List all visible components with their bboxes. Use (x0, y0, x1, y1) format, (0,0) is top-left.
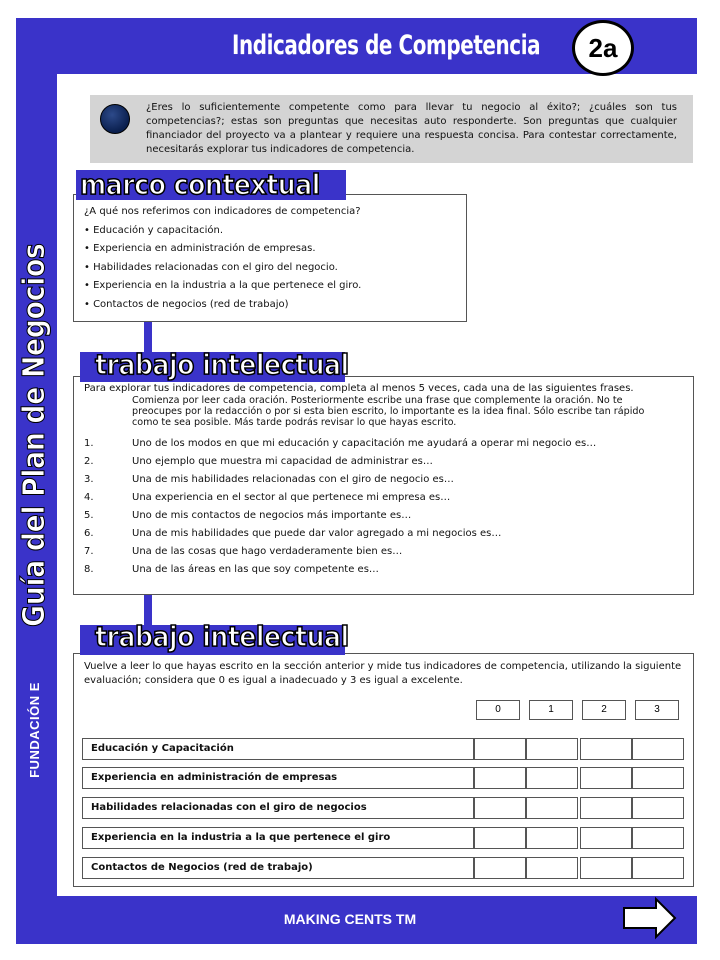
section-badge (572, 20, 634, 76)
rating-cell[interactable] (474, 767, 526, 789)
marco-contextual-title: marco contextual (80, 168, 320, 201)
rating-cell[interactable] (632, 797, 684, 819)
rating-cell[interactable] (632, 738, 684, 760)
section-badge-label: 2a (588, 33, 618, 63)
rating-cell[interactable] (632, 767, 684, 789)
rating-cell[interactable] (474, 797, 526, 819)
rating-cell[interactable] (580, 767, 632, 789)
side-title: Guía del Plan de Negocios (17, 243, 52, 627)
list-item: 2. Uno ejemplo que muestra mi capacidad de administrar es… (84, 456, 433, 467)
criterion-label: Experiencia en la industria a la que pertenece el giro (82, 827, 474, 849)
marco-item: • Educación y capacitación. (84, 224, 224, 236)
rating-cell[interactable] (474, 738, 526, 760)
list-item: 1. Uno de los modos en que mi educación y capacitación me ayudará a operar mi negocio es… (84, 438, 597, 449)
trabajo-intelectual-title-1: trabajo intelectual (95, 348, 349, 381)
intro-text: ¿Eres lo suficientemente competente como para llevar tu negocio al éxito?; ¿cuáles son tus competencias?; estas son preguntas que necesitas auto responderte. Son preguntas que cualquier financiador del proyecto va a plantear y requiere una respuesta concisa. Para contestar correctamente, necesitarás explorar tus indicadores de competencia. (146, 102, 677, 155)
trabajo-instructions-2: Comienza por leer cada oración. Posteriormente escribe una frase que complemente la oración. No te preocupes por la redacción o por si esta bien escrito, lo importante es la idea final. Sólo escribe tan rápido como te sea posible. Más tarde podrás revisar lo que hayas escrito. (132, 395, 645, 428)
rating-cell[interactable] (580, 857, 632, 879)
criterion-label: Habilidades relacionadas con el giro de negocios (82, 797, 474, 819)
rating-cell[interactable] (526, 827, 578, 849)
list-item: 7. Una de las cosas que hago verdaderamente bien es… (84, 546, 403, 557)
list-item: 5. Uno de mis contactos de negocios más importante es… (84, 510, 412, 521)
marco-item: • Contactos de negocios (red de trabajo) (84, 298, 289, 310)
right-arrow-icon[interactable] (622, 896, 678, 940)
foundation-label: FUNDACIÓN E (27, 682, 42, 778)
marco-item: • Experiencia en la industria a la que pertenece el giro. (84, 280, 362, 291)
page-title: Indicadores de Competencia (232, 30, 541, 61)
trabajo-instructions-3: Vuelve a leer lo que hayas escrito en la sección anterior y mide tus indicadores de competencia, utilizando la siguiente evaluación; considera que 0 es igual a inadecuado y 3 es igual a excelente. (84, 661, 682, 686)
rating-cell[interactable] (632, 857, 684, 879)
rating-cell[interactable] (632, 827, 684, 849)
rating-cell[interactable] (526, 738, 578, 760)
rating-cell[interactable] (474, 827, 526, 849)
criterion-label: Contactos de Negocios (red de trabajo) (82, 857, 474, 879)
rating-cell[interactable] (474, 857, 526, 879)
marco-item: • Habilidades relacionadas con el giro del negocio. (84, 261, 338, 273)
criterion-label: Educación y Capacitación (82, 738, 474, 760)
list-item: 8. Una de las áreas en las que soy competente es… (84, 564, 379, 575)
list-item: 4. Una experiencia en el sector al que pertenece mi empresa es… (84, 492, 451, 503)
criterion-label: Experiencia en administración de empresas (82, 767, 474, 789)
trabajo-intelectual-title-2: trabajo intelectual (95, 620, 349, 653)
trabajo-intelectual-box-1 (73, 376, 694, 595)
scale-header-1: 1 (529, 700, 573, 720)
rating-cell[interactable] (580, 827, 632, 849)
rating-cell[interactable] (526, 767, 578, 789)
list-item: 6. Una de mis habilidades que puede dar valor agregado a mi negocios es… (84, 528, 502, 539)
side-title-wrap (12, 243, 58, 627)
list-item: 3. Una de mis habilidades relacionadas con el giro de negocio es… (84, 474, 454, 485)
rating-cell[interactable] (580, 738, 632, 760)
rating-cell[interactable] (526, 797, 578, 819)
trabajo-instructions-1: Para explorar tus indicadores de competencia, completa al menos 5 veces, cada una de las siguientes frases. (84, 383, 634, 394)
scale-header-0: 0 (476, 700, 520, 720)
bullet-icon (100, 104, 130, 134)
scale-header-3: 3 (635, 700, 679, 720)
marco-item: • Experiencia en administración de empresas. (84, 243, 316, 254)
footer-label: MAKING CENTS TM (283, 911, 417, 927)
marco-contextual-box (73, 194, 467, 322)
scale-header-2: 2 (582, 700, 626, 720)
marco-question: ¿A qué nos referimos con indicadores de competencia? (84, 206, 361, 217)
rating-cell[interactable] (526, 857, 578, 879)
intro-panel (90, 95, 693, 163)
foundation-label-wrap (20, 660, 50, 800)
rating-cell[interactable] (580, 797, 632, 819)
